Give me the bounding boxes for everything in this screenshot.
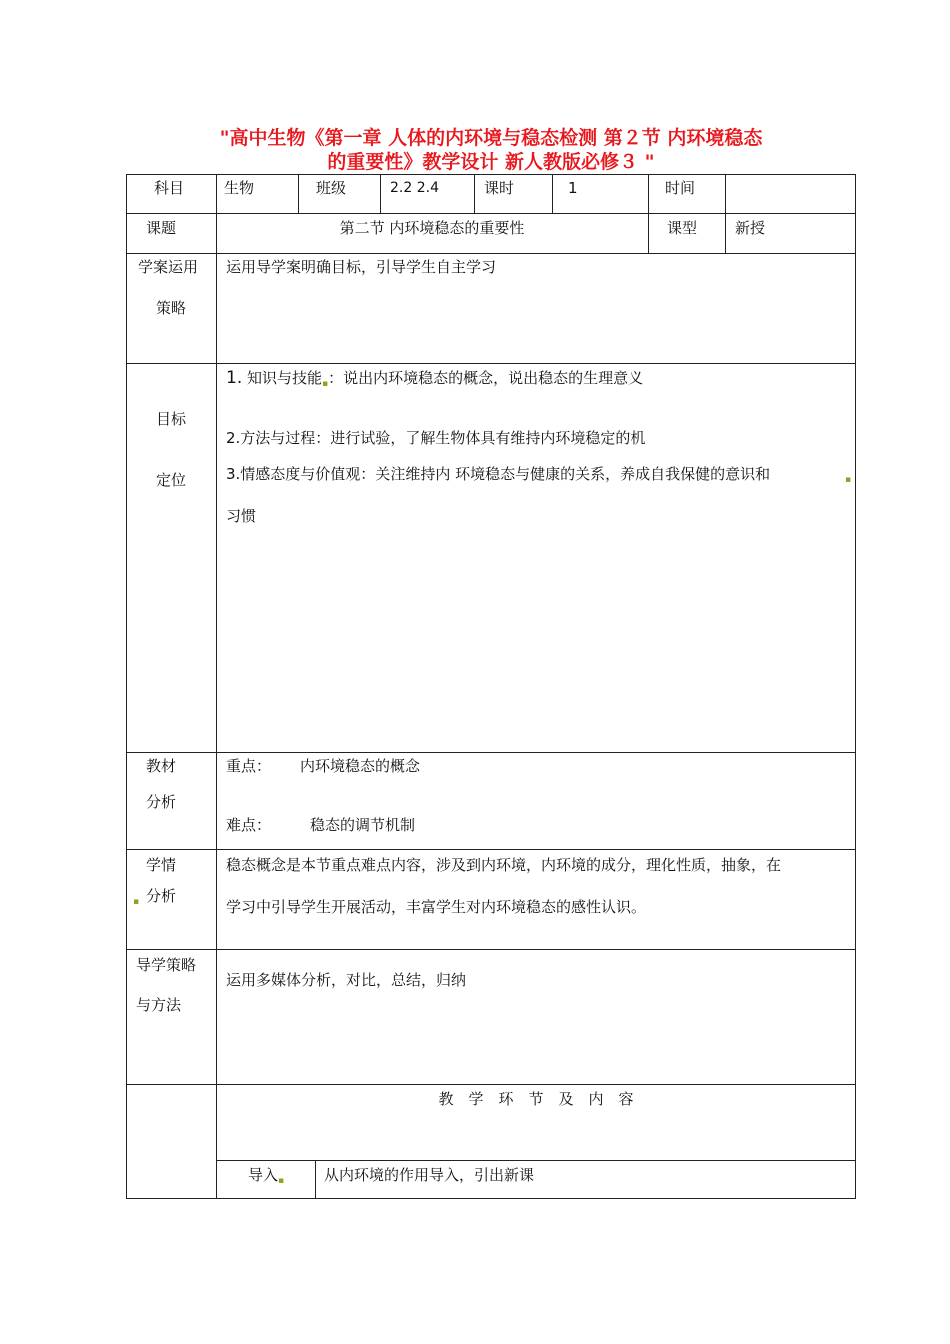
method-content: 运用多媒体分析，对比，总结，归纳 [226, 971, 467, 989]
strategy-label-line2: 策略 [156, 299, 187, 317]
intro-content: 从内环境的作用导入，引出新课 [324, 1166, 535, 1184]
method-label-line1: 导学策略 [136, 956, 197, 974]
row-divider [126, 213, 856, 214]
topic-value: 第二节 内环境稳态的重要性 [339, 219, 525, 237]
goals-label-line2: 定位 [156, 471, 187, 489]
class-label: 班级 [316, 179, 347, 197]
small-mark-icon: ▪ [133, 897, 140, 907]
key-point-label: 重点： [226, 757, 272, 775]
time-label: 时间 [665, 179, 696, 197]
column-divider [315, 1160, 316, 1198]
row-divider [126, 363, 856, 364]
column-divider [474, 174, 475, 213]
topic-label: 课题 [146, 219, 177, 237]
document-title-line1: "高中生物《第一章 人体的内环境与稳态检测 第２节 内环境稳态 [219, 127, 763, 149]
goal-item-3-continued: 习惯 [226, 507, 257, 525]
row-divider [216, 1160, 856, 1161]
difficult-point-label: 难点： [226, 816, 272, 834]
small-mark-icon: ▪ [322, 379, 329, 389]
table-border-bottom [126, 1198, 856, 1199]
learner-label-line1: 学情 [146, 856, 177, 874]
small-mark-icon: ▪ [845, 475, 852, 485]
row-divider [126, 949, 856, 950]
class-value: 2.2 2.4 [390, 180, 439, 196]
material-label-line1: 教材 [146, 757, 177, 775]
small-mark-icon: ▪ [278, 1176, 285, 1186]
period-label: 课时 [484, 179, 515, 197]
method-label-line2: 与方法 [136, 996, 182, 1014]
row-divider [126, 849, 856, 850]
column-divider [298, 174, 299, 213]
type-value: 新授 [735, 219, 766, 237]
goal-item-1 [226, 368, 643, 388]
learner-label-line2: 分析 [146, 887, 177, 905]
strategy-content: 运用导学案明确目标，引导学生自主学习 [226, 258, 497, 276]
strategy-label-line1: 学案运用 [138, 258, 199, 276]
column-divider [725, 174, 726, 253]
column-divider [380, 174, 381, 213]
difficult-point-value: 稳态的调节机制 [310, 816, 416, 834]
process-header: 教 学 环 节 及 内 容 [438, 1090, 634, 1108]
type-label: 课型 [667, 219, 698, 237]
goal-item-3: 3.情感态度与价值观：关注维持内 环境稳态与健康的关系，养成自我保健的意识和 [226, 465, 771, 483]
table-border-left [126, 174, 127, 1199]
key-point-value: 内环境稳态的概念 [300, 757, 421, 775]
row-divider [126, 253, 856, 254]
document-title-line2: 的重要性》教学设计 新人教版必修３ " [327, 151, 655, 173]
table-border-top [126, 174, 856, 175]
learner-content-line2: 学习中引导学生开展活动，丰富学生对内环境稳态的感性认识。 [226, 898, 647, 916]
column-divider [648, 174, 649, 253]
goal-item-1-heading: 知识与技能 [247, 369, 323, 387]
goal-item-1-number: 1. [226, 368, 243, 388]
goal-item-1-text: ：说出内环境稳态的概念，说出稳态的生理意义 [328, 369, 644, 387]
row-divider [126, 1084, 856, 1085]
goal-item-2: 2.方法与过程：进行试验，了解生物体具有维持内环境稳定的机 [226, 429, 646, 447]
material-label-line2: 分析 [146, 793, 177, 811]
subject-label: 科目 [154, 179, 185, 197]
column-divider [552, 174, 553, 213]
period-value: 1 [568, 179, 578, 197]
intro-label: 导入$_▪$ [248, 1166, 285, 1186]
row-divider [126, 752, 856, 753]
table-border-right [855, 174, 856, 1199]
column-divider [216, 174, 217, 1199]
learner-content-line1: 稳态概念是本节重点难点内容，涉及到内环境，内环境的成分，理化性质，抽象，在 [226, 856, 782, 874]
goals-label-line1: 目标 [156, 410, 187, 428]
subject-value: 生物 [224, 179, 255, 197]
